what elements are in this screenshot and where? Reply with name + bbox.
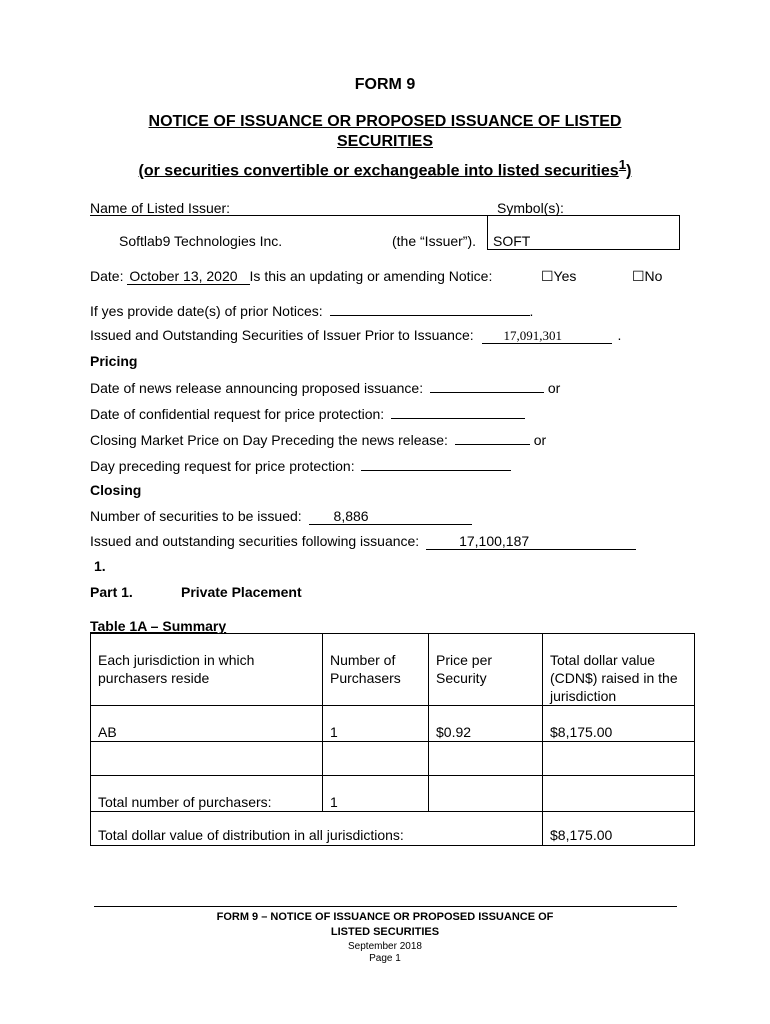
closing-price-label: Closing Market Price on Day Preceding the news release:	[90, 432, 448, 448]
issuer-name-cell	[90, 216, 488, 250]
issuer-name: Softlab9 Technologies Inc.	[119, 233, 283, 249]
total-value-label: Total dollar value of distribution in all jurisdictions:	[91, 812, 543, 846]
empty-cell	[543, 776, 695, 812]
amending-label: Is this an updating or amending Notice:	[249, 268, 493, 284]
num-securities-line	[90, 508, 472, 525]
table-header-row	[91, 634, 695, 706]
header-num-purchasers: Number of Purchasers	[323, 634, 429, 706]
footer-divider	[94, 906, 677, 907]
form-heading-line1: NOTICE OF ISSUANCE OR PROPOSED ISSUANCE OF LISTED	[148, 113, 622, 130]
footnote-marker: 1	[618, 157, 627, 172]
num-securities-label: Number of securities to be issued:	[90, 508, 302, 524]
symbol-cell	[488, 216, 680, 250]
empty-cell	[429, 776, 543, 812]
item-number: 1.	[94, 558, 106, 574]
date-line	[90, 268, 492, 285]
day-preceding-line	[90, 456, 511, 474]
prior-notices-line	[90, 301, 533, 319]
no-checkbox[interactable]: ☐No	[632, 268, 663, 284]
summary-table	[90, 633, 695, 846]
confidential-label: Date of confidential request for price protection:	[90, 406, 385, 422]
cell-num-purchasers: 1	[323, 706, 429, 742]
date-value: October 13, 2020	[127, 269, 249, 285]
subheading-text: (or securities convertible or exchangeable into listed securities	[138, 162, 619, 180]
cell-price: $0.92	[429, 706, 543, 742]
header-jurisdiction: Each jurisdiction in which purchasers reside	[91, 634, 323, 706]
outstanding-line	[90, 327, 621, 344]
or-1: or	[547, 380, 561, 396]
cell-jurisdiction	[91, 742, 323, 776]
prior-notices-end: .	[529, 303, 534, 319]
prior-notices-label: If yes provide date(s) of prior Notices:	[90, 303, 323, 319]
yes-checkbox[interactable]: ☐Yes	[541, 268, 577, 284]
outstanding-label: Issued and Outstanding Securities of Issuer Prior to Issuance:	[90, 327, 474, 343]
outstanding-end: .	[617, 327, 622, 343]
pricing-heading: Pricing	[90, 353, 138, 369]
table-title: Table 1A – Summary	[90, 618, 227, 634]
num-securities-value: 8,886	[309, 509, 472, 525]
footer-page: Page 1	[369, 953, 401, 964]
footer-line1: FORM 9 – NOTICE OF ISSUANCE OR PROPOSED ISSUANCE OF	[216, 911, 554, 923]
prior-notices-field[interactable]	[330, 301, 530, 316]
form-title: FORM 9	[354, 76, 416, 93]
part-title: Private Placement	[181, 584, 302, 600]
cell-total-value: $8,175.00	[543, 706, 695, 742]
part-number: Part 1.	[90, 584, 133, 600]
symbol-label: Symbol(s):	[497, 200, 564, 216]
footer-line2: LISTED SECURITIES	[330, 926, 440, 938]
table-row	[91, 742, 695, 776]
closing-heading: Closing	[90, 482, 142, 498]
following-line	[90, 533, 636, 550]
form-heading-line2: SECURITIES	[336, 133, 433, 150]
total-purchasers-row	[91, 776, 695, 812]
cell-jurisdiction: AB	[91, 706, 323, 742]
day-preceding-label: Day preceding request for price protection:	[90, 458, 355, 474]
news-release-field[interactable]	[430, 378, 544, 393]
date-label: Date:	[90, 268, 124, 284]
header-price: Price per Security	[429, 634, 543, 706]
cell-num-purchasers	[323, 742, 429, 776]
confidential-line	[90, 404, 525, 422]
table-row	[91, 706, 695, 742]
day-preceding-field[interactable]	[361, 456, 511, 471]
cell-total-value	[543, 742, 695, 776]
following-label: Issued and outstanding securities following issuance:	[90, 533, 420, 549]
total-purchasers-label: Total number of purchasers:	[91, 776, 323, 812]
issuer-name-label: Name of Listed Issuer:	[90, 200, 231, 216]
total-value-row	[91, 812, 695, 846]
news-release-label: Date of news release announcing proposed issuance:	[90, 380, 424, 396]
footer-date: September 2018	[348, 941, 422, 952]
or-2: or	[533, 432, 547, 448]
issuer-tag: (the “Issuer”).	[392, 233, 477, 249]
outstanding-value: 17,091,301	[482, 328, 612, 344]
following-value: 17,100,187	[426, 534, 636, 550]
header-total-value: Total dollar value (CDN$) raised in the jurisdiction	[543, 634, 695, 706]
form-subheading	[0, 157, 770, 180]
closing-price-line	[90, 430, 546, 448]
issuer-table	[90, 215, 680, 250]
total-purchasers-value: 1	[323, 776, 429, 812]
news-release-line	[90, 378, 560, 396]
confidential-field[interactable]	[391, 404, 525, 419]
closing-price-field[interactable]	[455, 430, 530, 445]
cell-price	[429, 742, 543, 776]
subheading-close: )	[626, 162, 632, 180]
total-value: $8,175.00	[543, 812, 695, 846]
issuer-symbol: SOFT	[493, 233, 531, 249]
